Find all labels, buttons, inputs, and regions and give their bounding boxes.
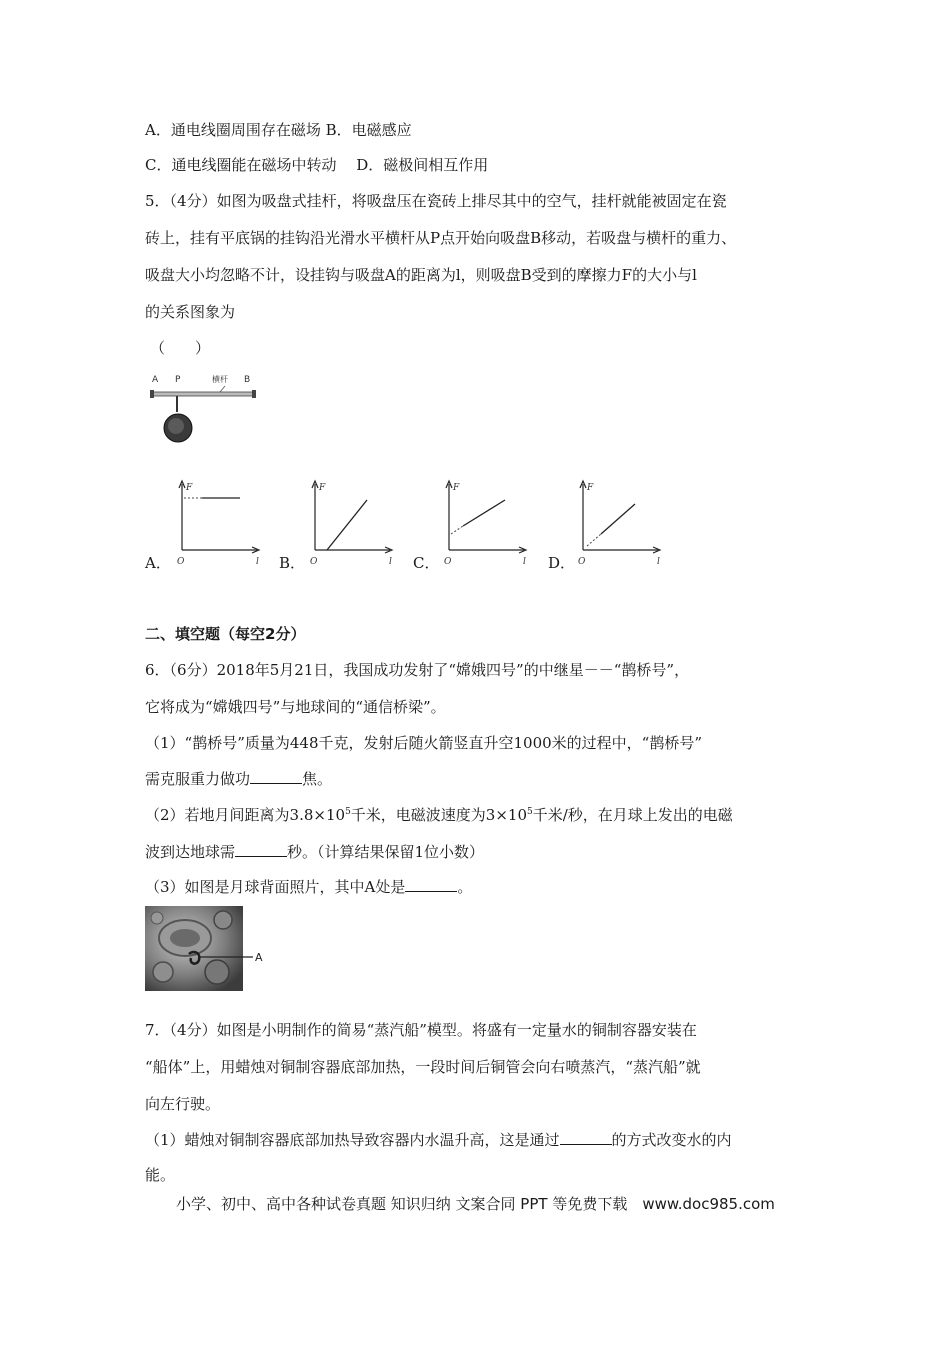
graph-option-c	[439, 478, 534, 570]
q6-part2-text-d: 波到达地球需	[145, 843, 236, 861]
exponent: 5	[345, 807, 351, 817]
graph-option-b	[305, 478, 400, 570]
q6-part2-text-a: （2）若地月间距离为3.8×10	[145, 806, 346, 824]
q6-part3-text: （3）如图是月球背面照片，其中A处是	[145, 878, 406, 896]
axis-f-label: F	[587, 483, 594, 493]
q4-options-ab: A．通电线圈周围存在磁场 B．电磁感应	[145, 121, 412, 139]
q7-part1-text: （1）蜡烛对铜制容器底部加热导致容器内水温升高，这是通过	[145, 1131, 560, 1149]
q7-line-1: 7．（4分）如图是小明制作的简易“蒸汽船”模型。将盛有一定量水的铜制容器安装在	[145, 1021, 697, 1039]
figure-label-bar: 横杆	[212, 375, 228, 384]
axis-origin-label: O	[310, 557, 318, 567]
graph-c-line	[463, 500, 505, 526]
q6-part2-line-1	[145, 805, 733, 825]
axis-f-label: F	[186, 483, 193, 493]
axis-l-label: l	[256, 557, 259, 567]
exponent: 5	[527, 807, 533, 817]
q6-part3-line	[145, 877, 472, 897]
q6-part2-text-c: 千米/秒，在月球上发出的电磁	[532, 806, 733, 824]
graph-option-a	[172, 478, 267, 570]
q6-part2-text-b: 千米，电磁波速度为3×10	[350, 806, 527, 824]
q6-part1-line-1: （1）“鹊桥号”质量为448千克，发射后随火箭竖直升空1000米的过程中，“鹊桥号”	[145, 734, 703, 752]
q6-part1-line-2	[145, 769, 332, 789]
q5-line-2: 砖上，挂有平底锅的挂钩沿光滑水平横杆从P点开始向吸盘B移动，若吸盘与横杆的重力、	[145, 229, 737, 247]
axis-l-label: l	[523, 557, 526, 567]
axis-f-label: F	[453, 483, 460, 493]
q5-line-1: 5．（4分）如图为吸盘式挂杆，将吸盘压在瓷砖上排尽其中的空气，挂杆就能被固定在瓷	[145, 192, 727, 210]
axis-origin-label: O	[177, 557, 185, 567]
q5-line-4: 的关系图象为	[145, 303, 236, 321]
graph-b-line	[327, 500, 367, 550]
q7-line-2: “船体”上，用蜡烛对铜制容器底部加热，一段时间后铜管会向右喷蒸汽，“蒸汽船”就	[145, 1058, 701, 1076]
q6-part3-end: 。	[457, 878, 473, 896]
graph-d-line	[601, 504, 635, 534]
suction-cup-a	[150, 390, 154, 398]
q4-options-cd: C．通电线圈能在磁场中转动 D．磁极间相互作用	[145, 156, 489, 174]
q6-part2-line-2	[145, 842, 484, 862]
q7-part1-line-2: 能。	[145, 1166, 176, 1184]
option-c-label: C．	[413, 554, 440, 572]
footer-note: 小学、初中、高中各种试卷真题 知识归纳 文案合同 PPT 等免费下载 www.doc985.com	[176, 1195, 775, 1213]
q7-line-3: 向左行驶。	[145, 1095, 221, 1113]
axis-l-label: l	[657, 557, 660, 567]
section-title: 二、填空题（每空2分）	[145, 625, 306, 643]
q6-line-1: 6．（6分）2018年5月21日，我国成功发射了“嫦娥四号”的中继星－－“鹊桥号”，	[145, 661, 690, 679]
answer-blank[interactable]	[560, 1130, 612, 1145]
figure-label-b: B	[244, 375, 251, 385]
axis-f-label: F	[319, 483, 326, 493]
q6-part1-text: 需克服重力做功	[145, 770, 251, 788]
axis-origin-label: O	[578, 557, 586, 567]
figure-label-p: P	[175, 375, 181, 385]
answer-blank[interactable]	[250, 769, 302, 784]
option-b-label: B．	[279, 554, 306, 572]
suction-hanger-figure	[140, 370, 270, 450]
figure-label-a: A	[152, 375, 159, 385]
q5-line-3: 吸盘大小均忽略不计，设挂钩与吸盘A的距离为l，则吸盘B受到的摩擦力F的大小与l	[145, 266, 697, 284]
q5-answer-paren: （ ）	[150, 339, 211, 357]
q6-part2-text-e: 秒。（计算结果保留1位小数）	[287, 843, 485, 861]
q6-part1-unit: 焦。	[302, 770, 333, 788]
q7-part1-line-1	[145, 1130, 732, 1150]
q7-part1-text-end: 的方式改变水的内	[611, 1131, 732, 1149]
axis-l-label: l	[389, 557, 392, 567]
suction-cup-b	[252, 390, 256, 398]
q6-line-2: 它将成为“嫦娥四号”与地球间的“通信桥梁”。	[145, 698, 446, 716]
answer-blank[interactable]	[235, 842, 287, 857]
horizontal-bar	[153, 392, 253, 396]
option-d-label: D．	[548, 554, 576, 572]
answer-blank[interactable]	[405, 877, 457, 892]
moon-far-side-photo	[145, 906, 270, 991]
axis-origin-label: O	[444, 557, 452, 567]
photo-label-a: A	[255, 951, 263, 964]
graph-option-d	[573, 478, 668, 570]
option-a-label: A．	[145, 554, 171, 572]
